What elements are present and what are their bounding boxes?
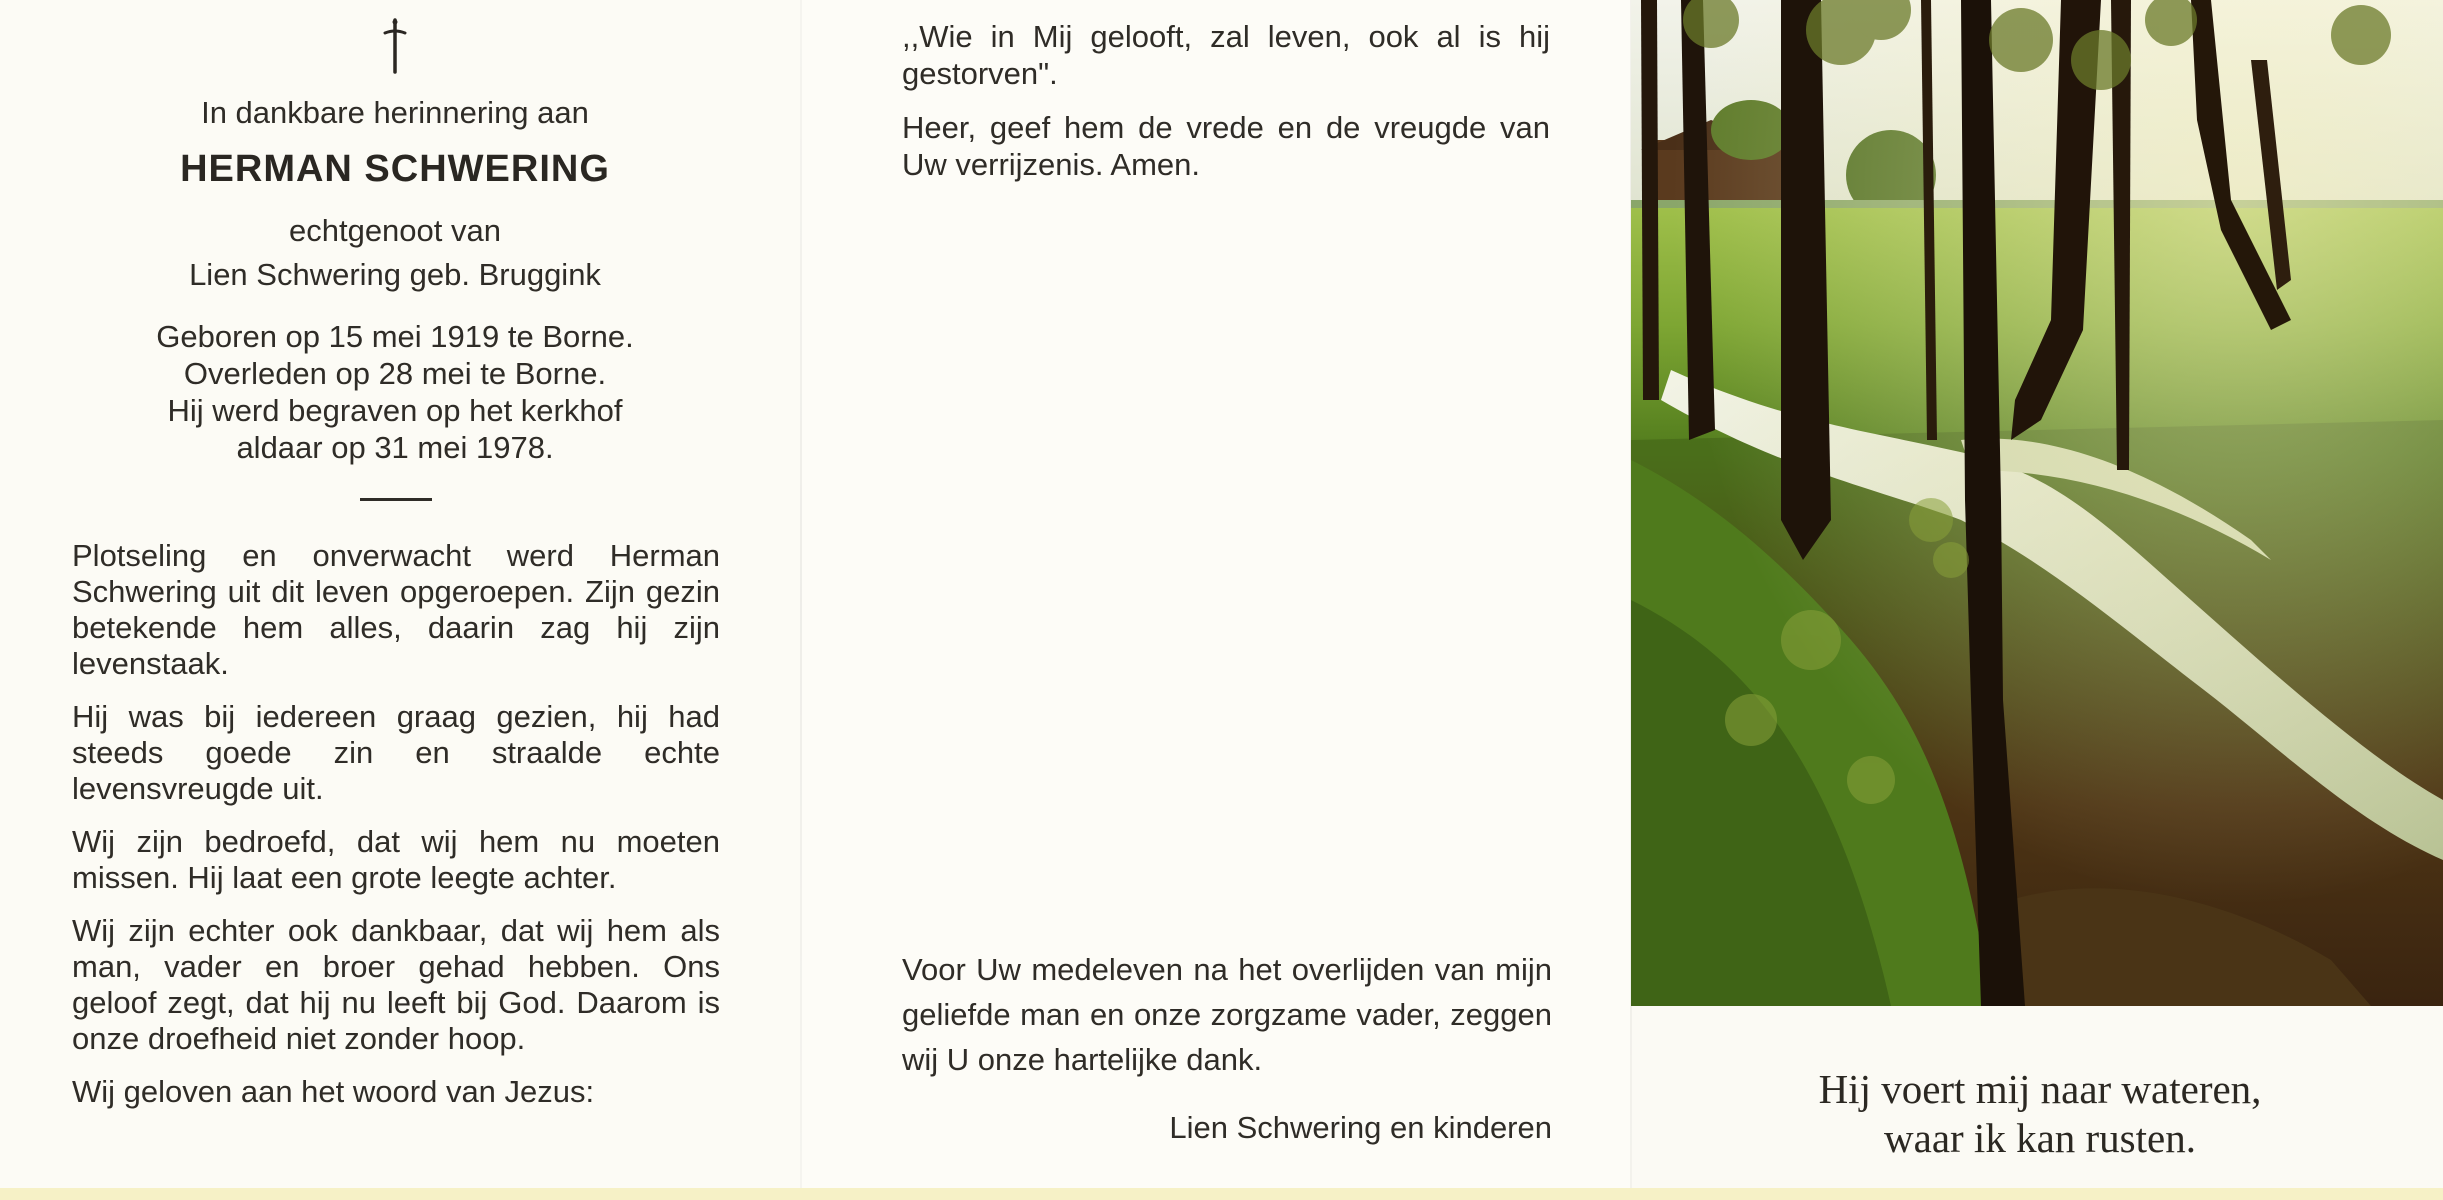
fold-line-left — [800, 0, 802, 1200]
paragraph-3: Wij zijn bedroefd, dat wij hem nu moeten missen. Hij laat een grote leegte achter. — [72, 824, 720, 895]
paragraph-1: Plotseling en onverwacht werd Herman Schwering uit dit leven opgeroepen. Zijn gezin betekende hem alles, daarin zag hij zijn levenstaak. — [72, 538, 720, 681]
caption-line-2: waar ik kan rusten. — [1884, 1115, 2196, 1161]
landscape-photo-icon — [1631, 0, 2443, 1006]
caption-line-1: Hij voert mij naar wateren, — [1818, 1066, 2262, 1112]
prayer-text: Heer, geef hem de vrede en de vreugde van Uw verrijzenis. Amen. — [902, 110, 1550, 182]
paper-bottom-edge — [0, 1188, 2443, 1200]
cross-icon — [380, 18, 410, 74]
birth-line: Geboren op 15 mei 1919 te Borne. — [156, 319, 634, 354]
middle-top-text — [902, 18, 1550, 200]
paragraph-4: Wij zijn echter ook dankbaar, dat wij hem als man, vader en broer gehad hebben. Ons geloof zegt, dat hij nu leeft bij God. Daarom is onze droefheid niet zonder hoop. — [72, 913, 720, 1056]
thanks-text: Voor Uw medeleven na het overlijden van mijn geliefde man en onze zorgzame vader, zeggen wij U onze hartelijke dank. — [902, 952, 1552, 1077]
paragraph-5: Wij geloven aan het woord van Jezus: — [72, 1074, 595, 1109]
burial-line-2: aldaar op 31 mei 1978. — [236, 430, 554, 465]
burial-line-1: Hij werd begraven op het kerkhof — [167, 393, 623, 428]
spouse-name: Lien Schwering geb. Bruggink — [189, 257, 601, 292]
left-body-text — [72, 538, 720, 1127]
signature: Lien Schwering en kinderen — [1169, 1110, 1552, 1145]
separator-dash — [360, 498, 432, 501]
paragraph-2: Hij was bij iedereen graag gezien, hij had steeds goede zin en straalde echte levensvreugde uit. — [72, 699, 720, 806]
spouse-intro: echtgenoot van — [288, 213, 501, 248]
deceased-name: HERMAN SCHWERING — [180, 148, 610, 190]
death-line: Overleden op 28 mei te Borne. — [183, 356, 607, 391]
bible-quote: ,,Wie in Mij gelooft, zal leven, ook al is hij gestorven". — [902, 19, 1550, 91]
intro-text: In dankbare herinnering aan — [201, 95, 589, 130]
photo-caption — [1660, 1065, 2420, 1163]
